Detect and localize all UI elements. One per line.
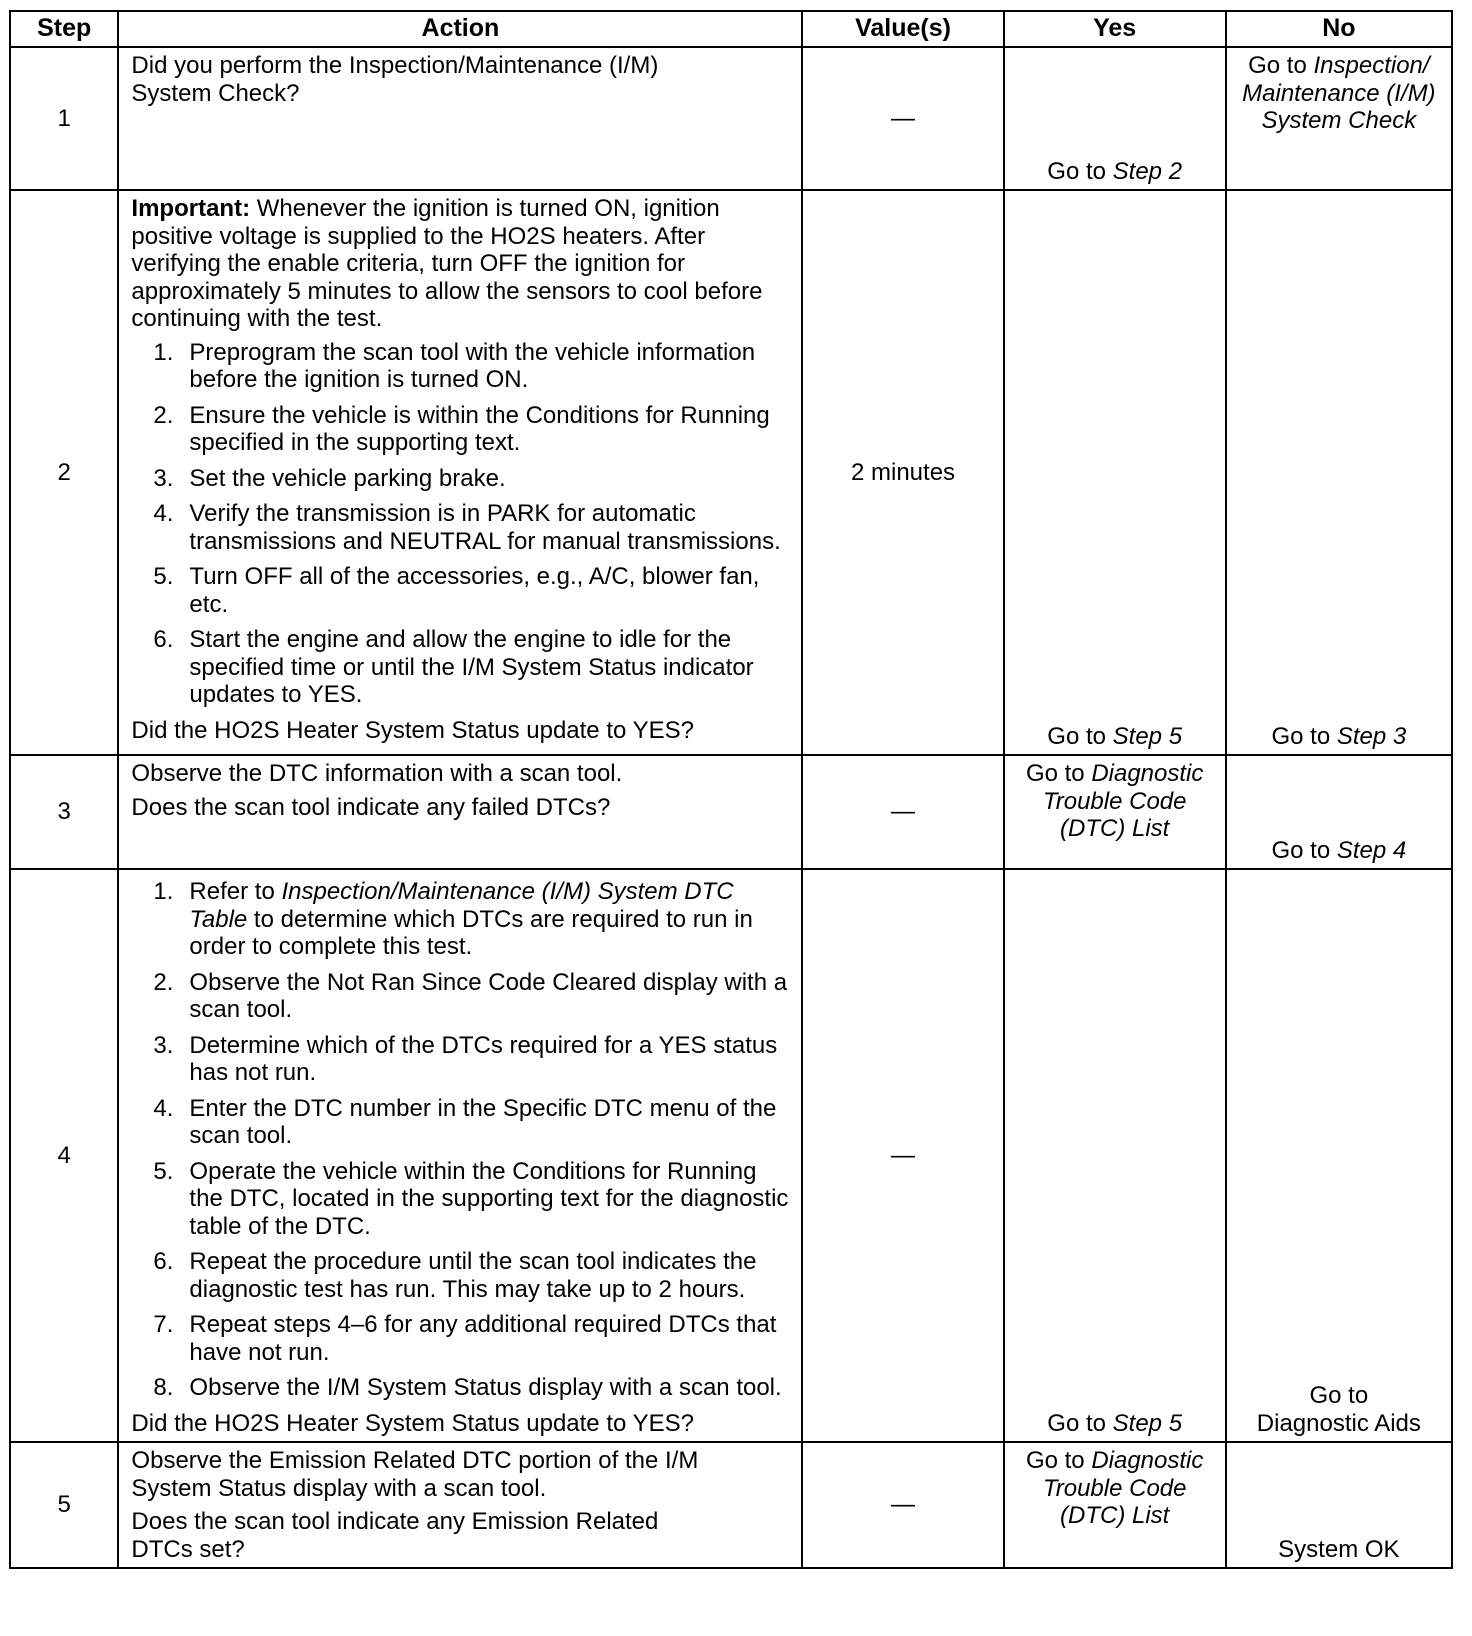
important-label: Important:: [131, 195, 251, 222]
important-note: [131, 195, 791, 333]
no-link[interactable]: Step 3: [1336, 722, 1407, 750]
important-text: Whenever the ignition is turned ON, ignition positive voltage is supplied to the HO2S heaters. After verifying the enable criteria, turn OFF the ignition for approximately 5 minutes to allow the sensors to cool before continuing with the test.: [131, 195, 763, 332]
table-row-step-4: [10, 869, 1452, 1442]
list-item: 4. Verify the transmission is in PARK for automatic transmissions and NEUTRAL for manual transmissions.: [153, 500, 781, 555]
no-link[interactable]: Step 4: [1336, 836, 1407, 864]
value-cell: —: [802, 1442, 1003, 1568]
yes-link[interactable]: Diagnostic Trouble Code (DTC) List: [1042, 760, 1204, 842]
list-item: 6. Repeat the procedure until the scan tool indicates the diagnostic test has run. This may take up to 2 hours.: [153, 1248, 757, 1303]
table-reference-link[interactable]: Inspection/Maintenance (I/M) System DTC Table: [189, 878, 734, 933]
header-values: Value(s): [802, 11, 1003, 47]
action-cell: [118, 47, 802, 190]
list-item: 8. Observe the I/M System Status display with a scan tool.: [153, 1374, 782, 1401]
yes-cell: [1004, 47, 1226, 190]
no-text: System OK: [1278, 1535, 1400, 1563]
action-instruction: Observe the Emission Related DTC portion of the I/M System Status display with a scan tool.: [131, 1447, 699, 1502]
step-number: 1: [10, 47, 118, 190]
yes-prefix: Go to: [1025, 1447, 1092, 1474]
list-item: 6. Start the engine and allow the engine to idle for the specified time or until the I/M System Status indicator updates to YES.: [153, 626, 754, 708]
header-no: No: [1226, 11, 1452, 47]
yes-cell: [1004, 755, 1226, 869]
no-cell: [1226, 190, 1452, 755]
action-question: Did the HO2S Heater System Status update to YES?: [131, 1409, 694, 1437]
yes-prefix: Go to: [1047, 1409, 1113, 1437]
list-item: 4. Enter the DTC number in the Specific DTC menu of the scan tool.: [153, 1094, 777, 1149]
header-step: Step: [10, 11, 118, 47]
value-cell: —: [802, 869, 1003, 1442]
no-cell: [1226, 869, 1452, 1442]
no-cell: [1226, 1442, 1452, 1568]
no-cell: [1226, 47, 1452, 190]
table-row-step-1: [10, 47, 1452, 190]
action-instruction: Observe the DTC information with a scan tool.: [131, 760, 623, 787]
header-action: Action: [118, 11, 802, 47]
step-number: 2: [10, 190, 118, 755]
step-number: 4: [10, 869, 118, 1442]
step-number: 5: [10, 1442, 118, 1568]
step-number: 3: [10, 755, 118, 869]
no-cell: [1226, 755, 1452, 869]
no-text[interactable]: Go to Diagnostic Aids: [1256, 1382, 1421, 1437]
procedure-list: [131, 339, 791, 709]
no-prefix: Go to: [1271, 722, 1337, 750]
no-link[interactable]: Inspection/ Maintenance (I/M) System Check: [1242, 52, 1436, 134]
list-item: 1. Preprogram the scan tool with the vehicle information before the ignition is turned ON.: [153, 338, 756, 393]
header-yes: Yes: [1004, 11, 1226, 47]
action-question: Did you perform the Inspection/Maintenance (I/M) System Check?: [131, 52, 659, 107]
table-row-step-2: [10, 190, 1452, 755]
yes-prefix: Go to: [1025, 760, 1092, 787]
list-item: 3. Set the vehicle parking brake.: [153, 464, 506, 492]
diagnostic-table: [9, 10, 1453, 1569]
yes-link[interactable]: Step 5: [1112, 722, 1183, 750]
action-cell: [118, 869, 802, 1442]
header-row: [10, 11, 1452, 47]
no-prefix: Go to: [1271, 836, 1337, 864]
yes-prefix: Go to: [1047, 722, 1113, 750]
yes-link[interactable]: Step 5: [1112, 1409, 1183, 1437]
action-cell: [118, 190, 802, 755]
procedure-list: [131, 878, 791, 1402]
yes-link[interactable]: Diagnostic Trouble Code (DTC) List: [1042, 1447, 1204, 1529]
no-prefix: Go to: [1248, 52, 1314, 79]
yes-prefix: Go to: [1047, 157, 1113, 185]
value-cell: —: [802, 755, 1003, 869]
list-item: 7. Repeat steps 4–6 for any additional required DTCs that have not run.: [153, 1311, 777, 1366]
yes-link[interactable]: Step 2: [1112, 157, 1183, 185]
value-cell: —: [802, 47, 1003, 190]
list-item: 1. Refer to Inspection/Maintenance (I/M) System DTC Table to determine which DTCs are required to run in order to complete this test.: [153, 878, 753, 960]
action-question: Did the HO2S Heater System Status update to YES?: [131, 716, 694, 744]
yes-cell: [1004, 190, 1226, 755]
yes-cell: [1004, 869, 1226, 1442]
table-row-step-5: [10, 1442, 1452, 1568]
list-item: 5. Turn OFF all of the accessories, e.g., A/C, blower fan, etc.: [153, 563, 760, 618]
action-cell: [118, 1442, 802, 1568]
yes-cell: [1004, 1442, 1226, 1568]
value-cell: 2 minutes: [802, 190, 1003, 755]
action-cell: [118, 755, 802, 869]
list-item: 2. Observe the Not Ran Since Code Cleared display with a scan tool.: [153, 968, 788, 1023]
action-question: Does the scan tool indicate any failed DTCs?: [131, 793, 611, 821]
list-item: 3. Determine which of the DTCs required for a YES status has not run.: [153, 1031, 778, 1086]
list-item: 2. Ensure the vehicle is within the Conditions for Running specified in the supporting text.: [153, 401, 770, 456]
action-question: Does the scan tool indicate any Emission Related DTCs set?: [131, 1508, 659, 1563]
list-item: 5. Operate the vehicle within the Conditions for Running the DTC, located in the supporting text for the diagnostic table of the DTC.: [153, 1157, 789, 1240]
table-row-step-3: [10, 755, 1452, 869]
